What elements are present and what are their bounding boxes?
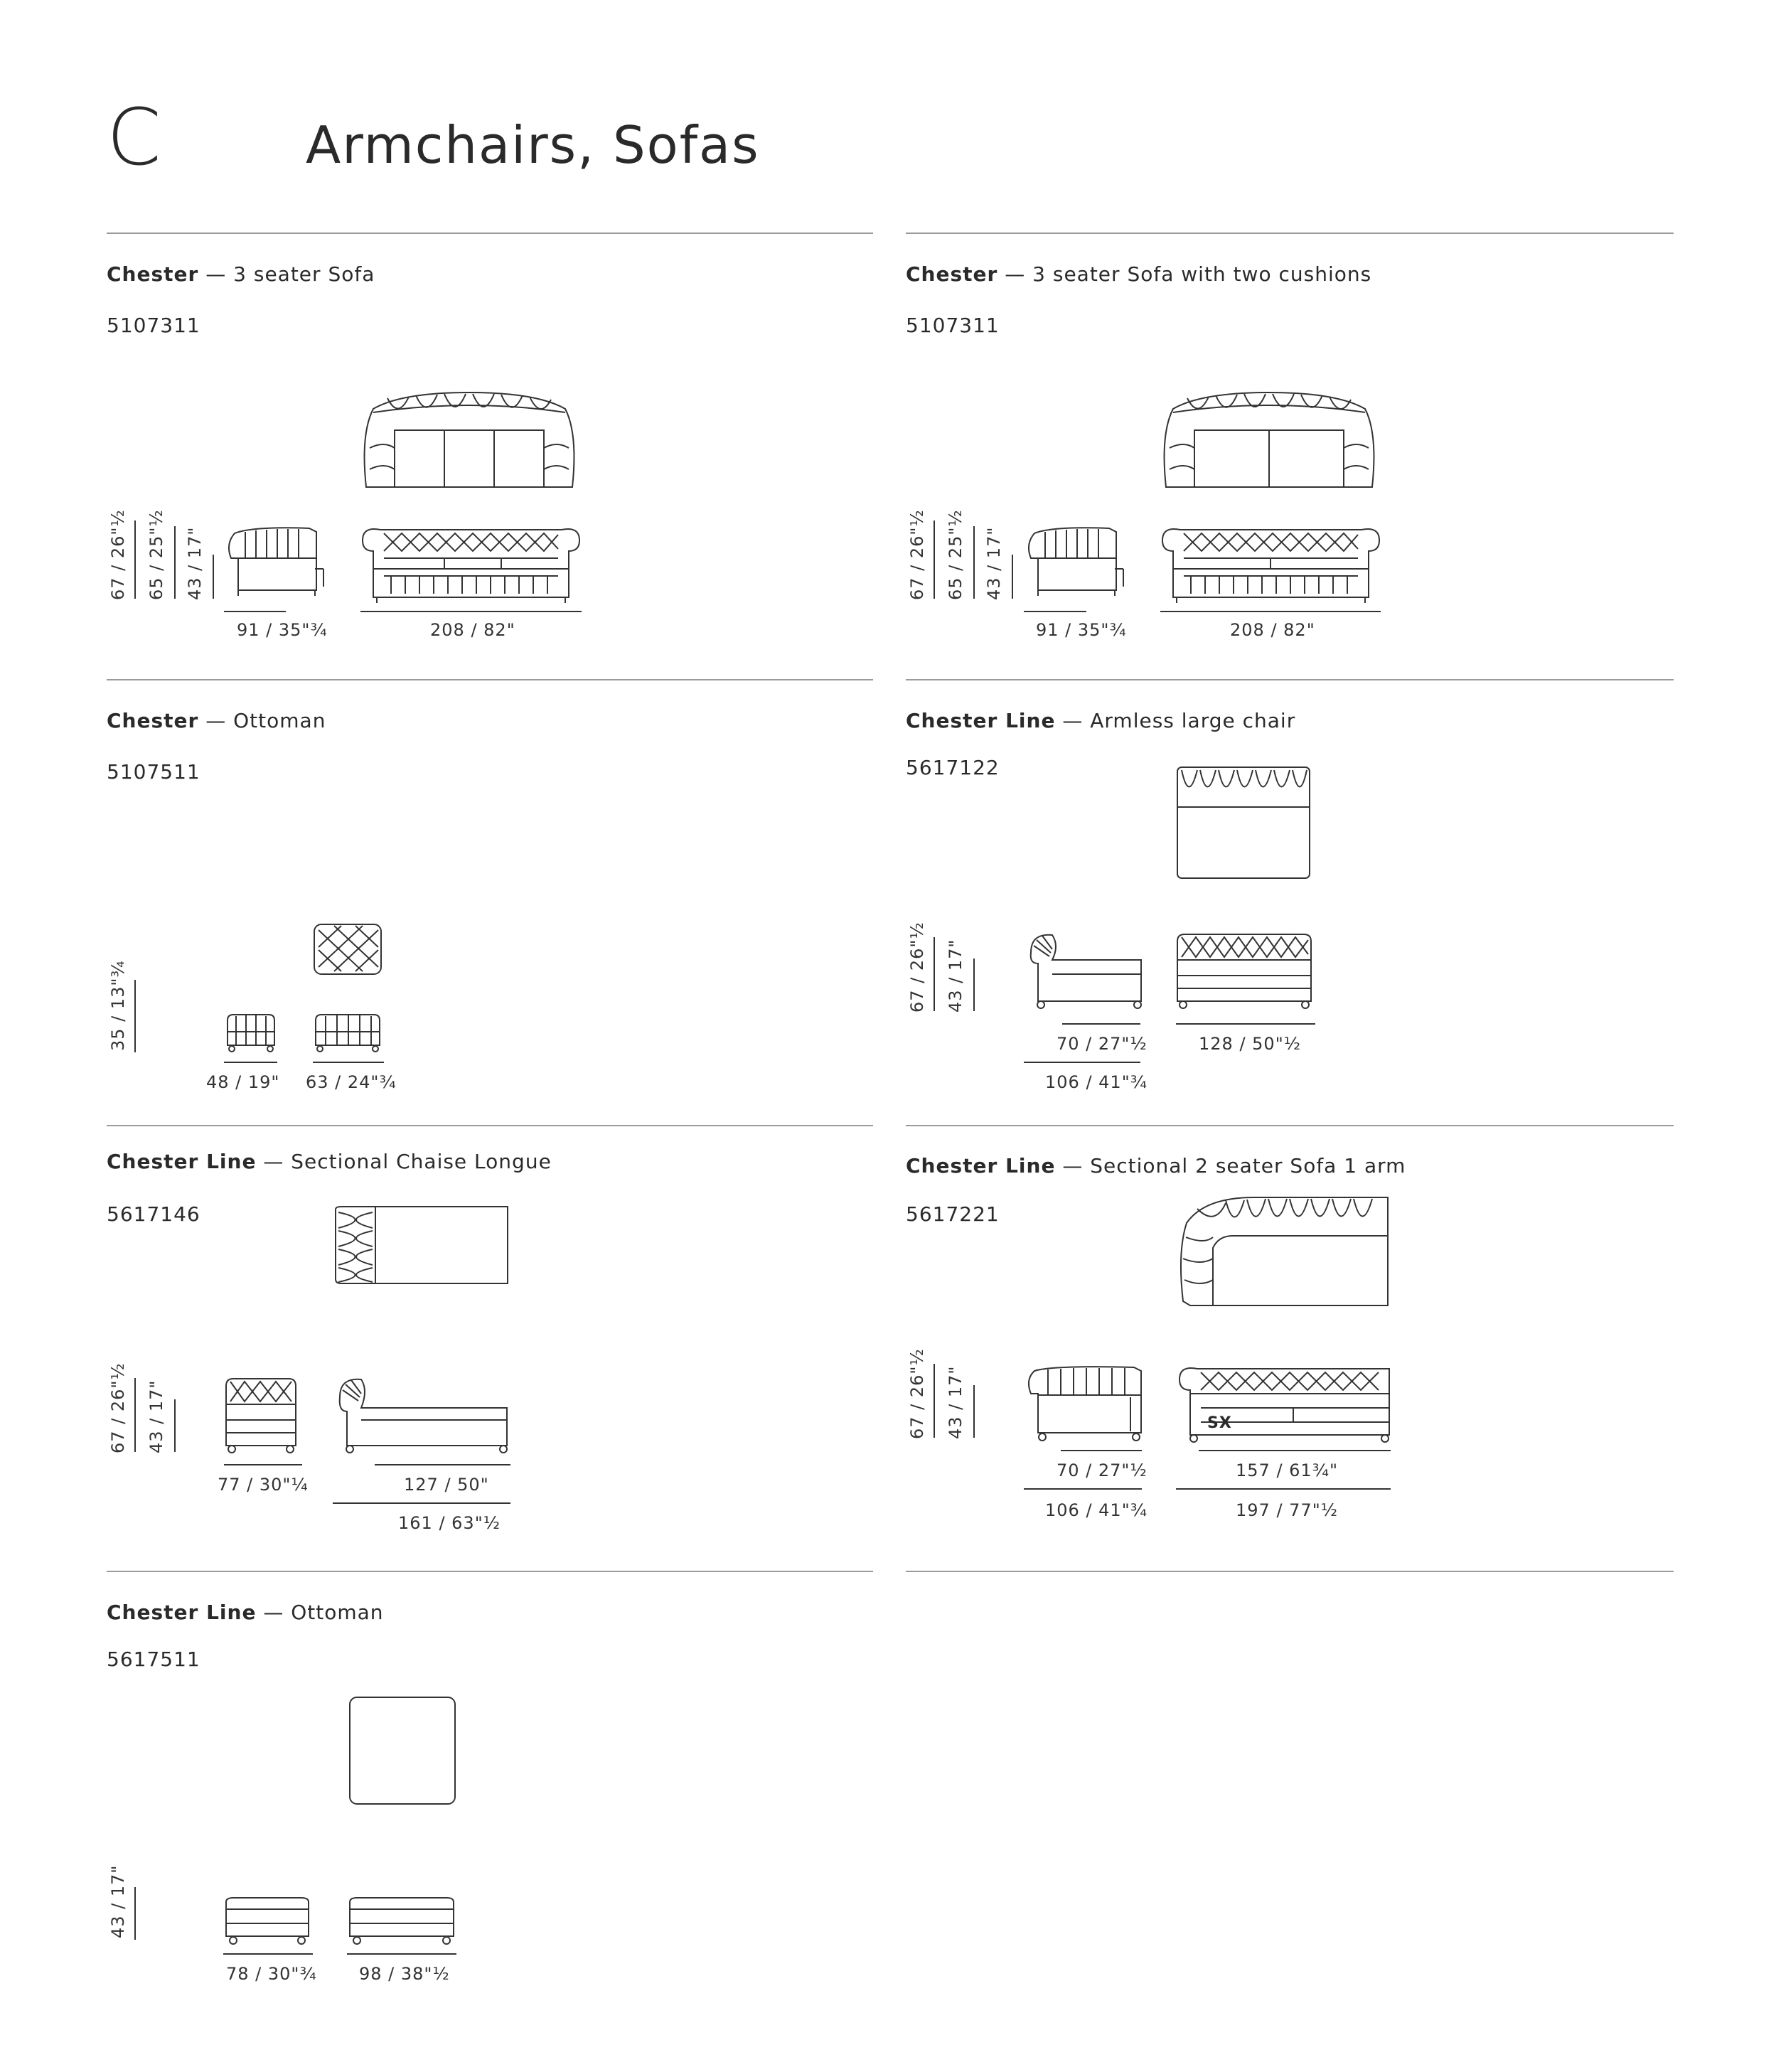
product-name: Chester (906, 262, 998, 286)
width-dimension: 128 / 50"½ (1199, 1034, 1301, 1054)
width-dimension: 127 / 50" (404, 1475, 489, 1495)
sectional-top-view-drawing (1176, 1195, 1393, 1308)
product-title (107, 1603, 384, 1623)
section-letter: C (107, 92, 161, 183)
product-subtitle: — 3 seater Sofa (205, 262, 375, 286)
product-title (906, 262, 1372, 286)
product-subtitle: — Sectional Chaise Longue (263, 1150, 552, 1173)
armless-chair-top-view-drawing (1175, 764, 1313, 882)
width-dimension: 208 / 82" (1230, 620, 1315, 640)
product-code: 5617146 (107, 1202, 200, 1226)
product-code: 5107311 (107, 314, 200, 337)
product-title (107, 711, 326, 731)
divider (906, 233, 1674, 234)
product-subtitle: — Armless large chair (1062, 709, 1296, 732)
height-dimension: 67 / 26"½ (907, 1348, 927, 1439)
product-name: Chester Line (906, 709, 1056, 732)
divider (107, 679, 873, 680)
width-dimension: 77 / 30"¼ (218, 1475, 309, 1495)
ottoman-top-view-drawing (313, 923, 384, 976)
product-title (107, 262, 375, 286)
height-dimension: 67 / 26"½ (907, 509, 927, 600)
width-dimension: 161 / 63"½ (398, 1513, 501, 1533)
product-code: 5617511 (107, 1648, 200, 1671)
product-subtitle: — 3 seater Sofa with two cushions (1005, 262, 1372, 286)
sofa-top-view-drawing (359, 391, 579, 491)
height-dimension: 35 / 13"¾ (108, 960, 128, 1051)
product-name: Chester (107, 709, 199, 732)
height-dimension: 43 / 17" (108, 1864, 128, 1938)
ottoman-top-view-drawing (348, 1696, 456, 1806)
product-name: Chester Line (107, 1601, 257, 1624)
page-title: Armchairs, Sofas (306, 115, 760, 175)
dimension-lines (906, 512, 1389, 619)
product-name: Chester (107, 262, 199, 286)
divider (906, 1571, 1674, 1572)
width-dimension: 91 / 35"¾ (1036, 620, 1127, 640)
width-dimension: 48 / 19" (206, 1072, 280, 1092)
height-dimension: 43 / 17" (146, 1379, 166, 1453)
height-dimension: 67 / 26"½ (108, 1362, 128, 1453)
width-dimension: 208 / 82" (430, 620, 515, 640)
height-dimension: 43 / 17" (185, 526, 205, 600)
product-title (107, 1152, 552, 1172)
side-label-sx: SX (1207, 1414, 1232, 1432)
dimension-lines (107, 512, 590, 619)
dimension-lines (107, 1877, 462, 1962)
product-title (906, 711, 1295, 731)
product-code: 5617122 (906, 756, 1000, 779)
product-name: Chester Line (107, 1150, 257, 1173)
product-name: Chester Line (906, 1154, 1056, 1177)
product-subtitle: — Ottoman (205, 709, 326, 732)
dimension-lines (107, 974, 391, 1067)
product-title (906, 1156, 1406, 1176)
height-dimension: 65 / 25"½ (946, 509, 965, 600)
width-dimension: 106 / 41"¾ (1045, 1072, 1148, 1092)
divider (906, 679, 1674, 680)
height-dimension: 65 / 25"½ (146, 509, 166, 600)
width-dimension: 63 / 24"¾ (306, 1072, 397, 1092)
divider (107, 233, 873, 234)
product-code: 5617221 (906, 1202, 1000, 1226)
width-dimension: 197 / 77"½ (1236, 1500, 1338, 1520)
product-code: 5107511 (107, 760, 200, 784)
product-code: 5107311 (906, 314, 1000, 337)
divider (906, 1125, 1674, 1126)
width-dimension: 98 / 38"½ (359, 1964, 450, 1984)
divider (107, 1125, 873, 1126)
sofa-top-view-drawing (1159, 391, 1379, 491)
width-dimension: 91 / 35"¾ (237, 620, 328, 640)
height-dimension: 67 / 26"½ (907, 922, 927, 1013)
width-dimension: 70 / 27"½ (1056, 1460, 1148, 1480)
product-subtitle: — Sectional 2 seater Sofa 1 arm (1062, 1154, 1406, 1177)
width-dimension: 157 / 61¾" (1236, 1460, 1338, 1480)
divider (107, 1571, 873, 1572)
height-dimension: 67 / 26"½ (108, 509, 128, 600)
width-dimension: 70 / 27"½ (1056, 1034, 1148, 1054)
height-dimension: 43 / 17" (984, 526, 1004, 600)
width-dimension: 78 / 30"¾ (226, 1964, 317, 1984)
height-dimension: 43 / 17" (946, 939, 965, 1013)
product-subtitle: — Ottoman (263, 1601, 384, 1624)
width-dimension: 106 / 41"¾ (1045, 1500, 1148, 1520)
height-dimension: 43 / 17" (946, 1365, 965, 1439)
chaise-top-view-drawing (333, 1205, 510, 1287)
